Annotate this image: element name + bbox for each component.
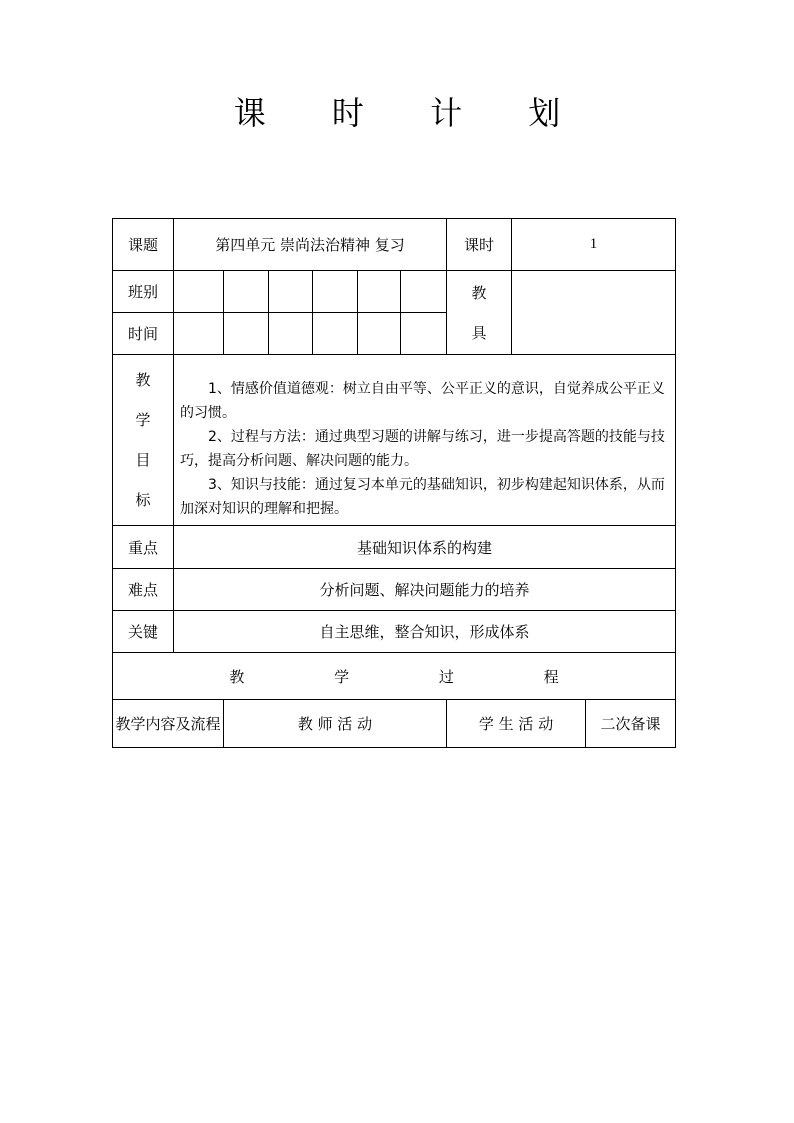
difficulty-value: 分析问题、解决问题能力的培养 bbox=[174, 569, 676, 611]
tools-label bbox=[447, 271, 512, 355]
lesson-plan-table bbox=[112, 218, 676, 748]
hours-label: 课时 bbox=[447, 219, 512, 271]
time-cell bbox=[358, 313, 401, 355]
class-cell bbox=[224, 271, 269, 313]
hours-value: 1 bbox=[512, 219, 676, 271]
objectives-label-char: 教 bbox=[135, 371, 151, 389]
difficulty-label: 难点 bbox=[113, 569, 174, 611]
student-column-header: 学 生 活 动 bbox=[447, 700, 586, 748]
class-cell bbox=[313, 271, 358, 313]
time-label: 时间 bbox=[113, 313, 174, 355]
time-cell bbox=[313, 313, 358, 355]
notes-column-header: 二次备课 bbox=[586, 700, 676, 748]
objective-item: 2、过程与方法：通过典型习题的讲解与练习，进一步提高答题的技能与技巧，提高分析问题、解决问题的能力。 bbox=[180, 429, 665, 469]
time-cell bbox=[174, 313, 224, 355]
process-heading-char: 教 bbox=[229, 667, 245, 686]
time-cell bbox=[401, 313, 447, 355]
key-point-label: 重点 bbox=[113, 526, 174, 569]
tools-label-bottom: 具 bbox=[471, 323, 487, 342]
crux-label: 关键 bbox=[113, 611, 174, 653]
class-label: 班别 bbox=[113, 271, 174, 313]
process-heading-char: 过 bbox=[438, 667, 454, 686]
page-title: 课 时 计 划 bbox=[233, 94, 589, 132]
process-heading bbox=[113, 653, 676, 700]
topic-label: 课题 bbox=[113, 219, 174, 271]
objectives-label bbox=[113, 355, 174, 526]
key-point-value: 基础知识体系的构建 bbox=[174, 526, 676, 569]
objective-item: 3、知识与技能：通过复习本单元的基础知识，初步构建起知识体系，从而加深对知识的理解和把握。 bbox=[180, 477, 665, 517]
process-heading-char: 学 bbox=[334, 667, 350, 686]
process-heading-char: 程 bbox=[543, 667, 559, 686]
class-cell bbox=[174, 271, 224, 313]
class-cell bbox=[358, 271, 401, 313]
tools-value bbox=[512, 271, 676, 355]
tools-label-top: 教 bbox=[471, 283, 487, 302]
topic-value: 第四单元 崇尚法治精神 复习 bbox=[174, 219, 447, 271]
content-column-header: 教学内容及流程 bbox=[113, 700, 224, 748]
time-cell bbox=[269, 313, 313, 355]
objectives-label-char: 学 bbox=[135, 411, 151, 429]
class-cell bbox=[401, 271, 447, 313]
crux-value: 自主思维，整合知识，形成体系 bbox=[174, 611, 676, 653]
objectives-label-char: 标 bbox=[135, 491, 151, 509]
teacher-column-header: 教 师 活 动 bbox=[224, 700, 447, 748]
time-cell bbox=[224, 313, 269, 355]
objectives-body bbox=[174, 355, 676, 526]
objectives-label-char: 目 bbox=[135, 451, 151, 469]
class-cell bbox=[269, 271, 313, 313]
objective-item: 1、情感价值道德观：树立自由平等、公平正义的意识，自觉养成公平正义的习惯。 bbox=[180, 381, 665, 421]
